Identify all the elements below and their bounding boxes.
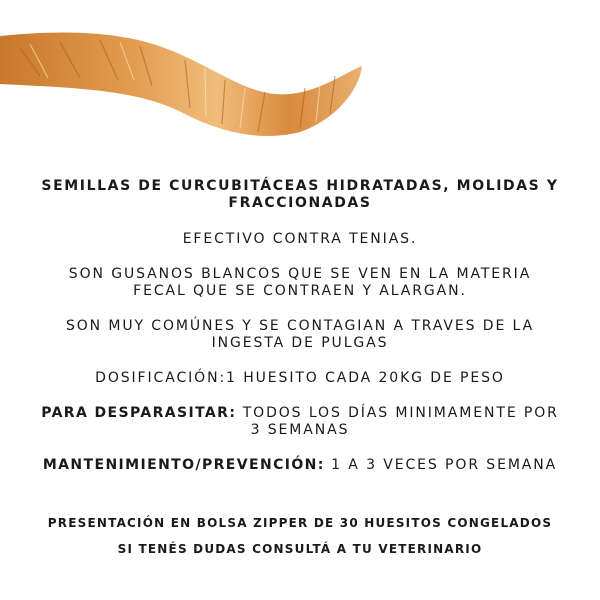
description-text: SON GUSANOS BLANCOS QUE SE VEN EN LA MATERIA FECAL QUE SE CONTRAEN Y ALARGAN. xyxy=(68,266,532,299)
deworm-text xyxy=(40,405,560,439)
deworm-detail: TODOS LOS DÍAS MINIMAMENTE POR 3 SEMANAS xyxy=(236,405,559,438)
vet-notice-text: SI TENÉS DUDAS CONSULTÁ A TU VETERINARIO xyxy=(117,542,483,556)
cat-tail-image xyxy=(0,28,370,148)
effective-text: EFECTIVO CONTRA TENIAS. xyxy=(182,231,418,247)
common-text: SON MUY COMÚNES Y SE CONTAGIAN A TRAVES DE LA INGESTA DE PULGAS xyxy=(65,318,535,351)
maintenance-detail: 1 A 3 VECES POR SEMANA xyxy=(324,457,558,473)
product-info xyxy=(0,178,600,474)
deworm-label: PARA DESPARASITAR: xyxy=(41,405,237,421)
dosage-text: DOSIFICACIÓN:1 HUESITO CADA 20KG DE PESO xyxy=(95,370,505,386)
product-heading: SEMILLAS DE CURCUBITÁCEAS HIDRATADAS, MOLIDAS Y FRACCIONADAS xyxy=(41,178,559,211)
maintenance-text xyxy=(40,457,560,474)
maintenance-label: MANTENIMIENTO/PREVENCIÓN: xyxy=(42,457,325,473)
presentation-text: PRESENTACIÓN EN BOLSA ZIPPER DE 30 HUESITOS CONGELADOS xyxy=(47,516,553,530)
